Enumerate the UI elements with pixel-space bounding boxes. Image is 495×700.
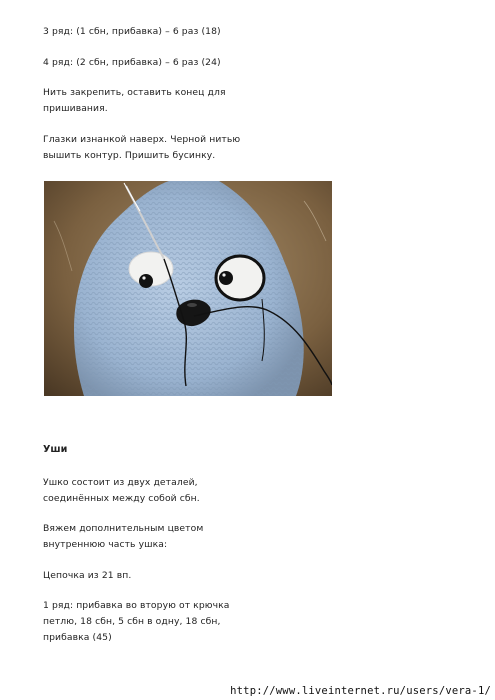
ears-heading: Уши (43, 444, 68, 455)
row-3-instruction: 3 ряд: (1 сбн, прибавка) – 6 раз (18) (43, 26, 221, 37)
row-4-instruction: 4 ряд: (2 сбн, прибавка) – 6 раз (24) (43, 57, 221, 68)
source-watermark: http://www.liveinternet.ru/users/vera-1/ (230, 685, 491, 697)
ears-inner-color-instruction: Вяжем дополнительным цветом внутреннюю часть ушка: (43, 523, 204, 550)
fasten-thread-instruction: Нить закрепить, оставить конец для пришивания. (43, 87, 226, 114)
chain-instruction: Цепочка из 21 вп. (43, 570, 132, 581)
eyes-instruction: Глазки изнанкой наверх. Черной нитью вышить контур. Пришить бусинку. (43, 134, 241, 161)
crochet-toy-photo (44, 181, 332, 396)
ears-description: Ушко состоит из двух деталей, соединённых между собой сбн. (43, 477, 200, 504)
ears-row-1-instruction: 1 ряд: прибавка во вторую от крючка петлю, 18 сбн, 5 сбн в одну, 18 сбн, прибавка (45) (43, 600, 230, 643)
